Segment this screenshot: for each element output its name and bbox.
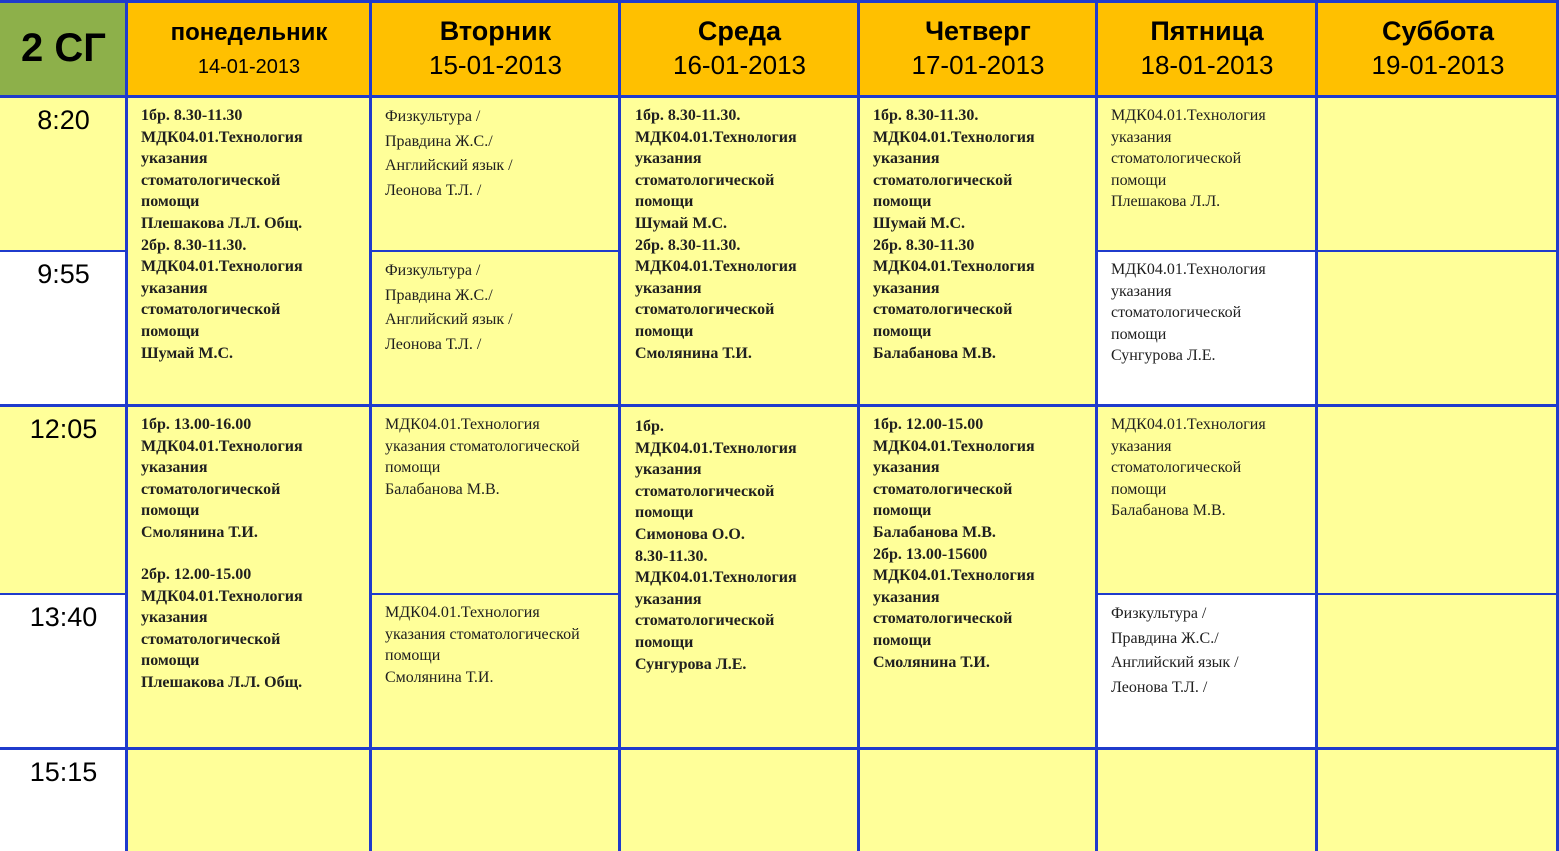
- day-name: Суббота: [1382, 16, 1494, 46]
- day-header-friday: [1097, 0, 1317, 97]
- lesson-friday-1: МДК04.01.Технология указания стоматологической помощи Плешакова Л.Л.: [1097, 97, 1317, 251]
- grid-line: [369, 0, 372, 851]
- grid-line: [0, 95, 1559, 98]
- lesson-tuesday-1: Физкультура / Правдина Ж.С./ Английский язык / Леонова Т.Л. /: [371, 97, 620, 251]
- group-label: 2 СГ: [0, 0, 127, 97]
- lesson-tuesday-2: Физкультура / Правдина Ж.С./ Английский язык / Леонова Т.Л. /: [371, 251, 620, 406]
- lesson-monday-afternoon-group1: 1бр. 13.00-16.00 МДК04.01.Технология указания стоматологической помощи Смолянина Т.И.: [141, 416, 303, 541]
- day-header-tuesday: [371, 0, 620, 97]
- grid-line: [125, 0, 128, 851]
- time-slot-5: 15:15: [0, 749, 127, 851]
- empty-cell: [1317, 749, 1559, 851]
- lesson-monday-morning: 1бр. 8.30-11.30 МДК04.01.Технология указания стоматологической помощи Плешакова Л.Л. Общ. 2бр. 8.30-11.30. МДК04.01.Технология указания стоматологической помощи Шумай М.С.: [127, 97, 371, 406]
- day-date: 18-01-2013: [1140, 50, 1274, 80]
- lesson-monday-afternoon: [127, 406, 371, 749]
- empty-cell: [1317, 97, 1559, 251]
- lesson-tuesday-3: МДК04.01.Технология указания стоматологической помощи Балабанова М.В.: [371, 406, 620, 594]
- day-name: Вторник: [439, 16, 552, 46]
- time-slot-3: 12:05: [0, 406, 127, 594]
- empty-cell: [371, 749, 620, 851]
- lesson-monday-afternoon-group2: 2бр. 12.00-15.00 МДК04.01.Технология указания стоматологической помощи Плешакова Л.Л. Общ.: [141, 566, 303, 691]
- day-name: Пятница: [1150, 16, 1264, 46]
- lesson-friday-3: МДК04.01.Технология указания стоматологической помощи Балабанова М.В.: [1097, 406, 1317, 594]
- empty-cell: [127, 749, 371, 851]
- day-date: 14-01-2013: [197, 56, 301, 78]
- day-date: 16-01-2013: [673, 50, 806, 80]
- day-date: 19-01-2013: [1371, 50, 1505, 80]
- lesson-wednesday-afternoon: 1бр. МДК04.01.Технология указания стоматологической помощи Симонова О.О. 8.30-11.30. МДК04.01.Технология указания стоматологической помощи Сунгурова Л.Е.: [620, 406, 859, 749]
- day-name: понедельник: [170, 19, 328, 46]
- grid-line: [0, 404, 1559, 407]
- time-slot-1: 8:20: [0, 97, 127, 251]
- empty-cell: [1317, 406, 1559, 594]
- grid-line: [618, 0, 621, 851]
- grid-line: [857, 0, 860, 851]
- empty-cell: [859, 749, 1097, 851]
- day-date: 17-01-2013: [911, 50, 1045, 80]
- grid-line: [371, 250, 620, 252]
- grid-line: [0, 0, 1559, 3]
- grid-line: [1097, 250, 1559, 252]
- grid-line: [0, 250, 127, 252]
- empty-cell: [1097, 749, 1317, 851]
- lesson-friday-2: МДК04.01.Технология указания стоматологической помощи Сунгурова Л.Е.: [1097, 251, 1317, 406]
- grid-line: [1097, 593, 1559, 595]
- day-name: Четверг: [925, 16, 1031, 46]
- grid-line: [371, 593, 620, 595]
- empty-cell: [1317, 251, 1559, 406]
- grid-line: [1315, 0, 1318, 851]
- day-header-saturday: [1317, 0, 1559, 97]
- lesson-friday-4: Физкультура / Правдина Ж.С./ Английский язык / Леонова Т.Л. /: [1097, 594, 1317, 749]
- empty-cell: [620, 749, 859, 851]
- time-slot-4: 13:40: [0, 594, 127, 749]
- time-slot-2: 9:55: [0, 251, 127, 406]
- lesson-wednesday-morning: 1бр. 8.30-11.30. МДК04.01.Технология указания стоматологической помощи Шумай М.С. 2бр. 8.30-11.30. МДК04.01.Технология указания стоматологической помощи Смолянина Т.И.: [620, 97, 859, 406]
- day-name: Среда: [697, 16, 782, 46]
- lesson-tuesday-4: МДК04.01.Технология указания стоматологической помощи Смолянина Т.И.: [371, 594, 620, 749]
- day-header-thursday: [859, 0, 1097, 97]
- lesson-thursday-afternoon: 1бр. 12.00-15.00 МДК04.01.Технология указания стоматологической помощи Балабанова М.В. 2бр. 13.00-15600 МДК04.01.Технология указания стоматологической помощи Смолянина Т.И.: [859, 406, 1097, 749]
- grid-line: [1095, 0, 1098, 851]
- day-header-wednesday: [620, 0, 859, 97]
- grid-line: [0, 593, 127, 595]
- grid-line: [0, 747, 1559, 750]
- day-date: 15-01-2013: [429, 50, 562, 80]
- day-header-monday: [127, 0, 371, 97]
- lesson-thursday-morning: 1бр. 8.30-11.30. МДК04.01.Технология указания стоматологической помощи Шумай М.С. 2бр. 8.30-11.30 МДК04.01.Технология указания стоматологической помощи Балабанова М.В.: [859, 97, 1097, 406]
- empty-cell: [1317, 594, 1559, 749]
